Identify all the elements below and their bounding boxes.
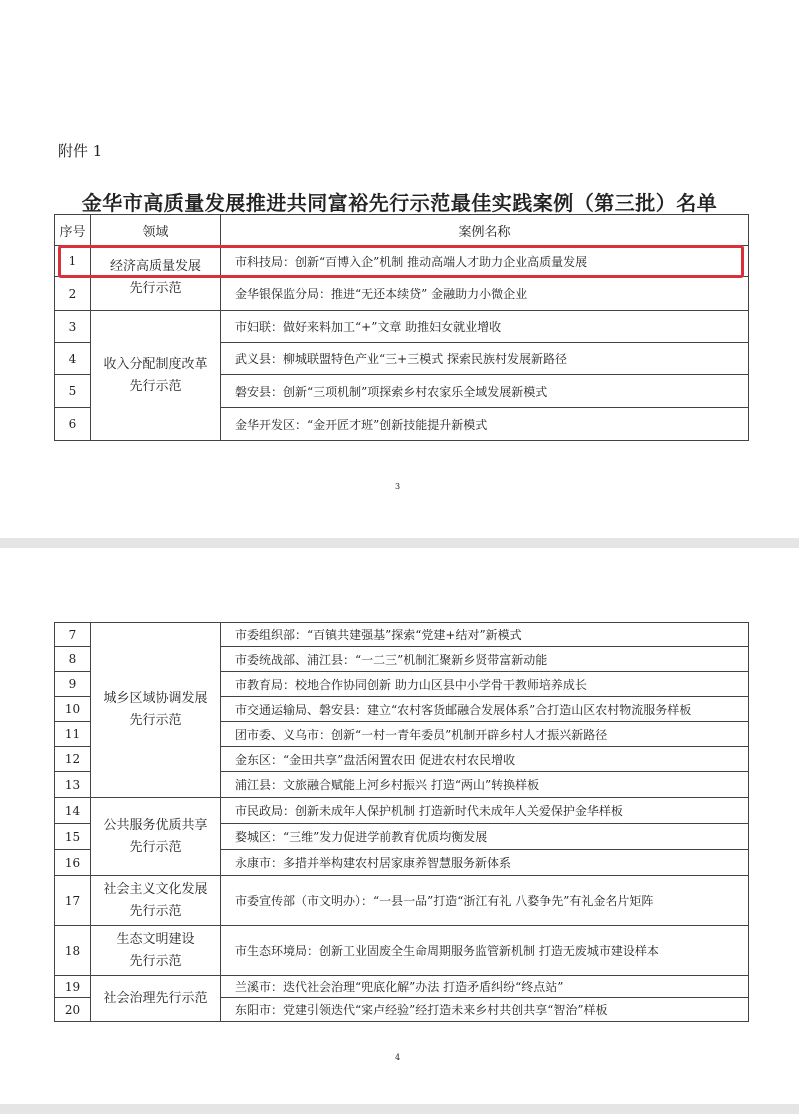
table-row [55, 311, 749, 343]
row-number: 1 [55, 246, 91, 277]
case-name: 团市委、义乌市：创新“一村一青年委员”机制开辟乡村人才振兴新路径 [221, 722, 749, 747]
case-name: 市民政局：创新未成年人保护机制 打造新时代未成年人关爱保护金华样板 [221, 798, 749, 824]
case-name: 金东区：“金田共享”盘活闲置农田 促进农村农民增收 [221, 747, 749, 772]
row-number: 12 [55, 747, 91, 772]
row-number: 3 [55, 311, 91, 343]
header-field: 领域 [91, 215, 221, 246]
field-name-suffix: 先行示范 [129, 281, 182, 296]
case-name: 浦江县：文旅融合赋能上河乡村振兴 打造“两山”转换样板 [221, 772, 749, 798]
page-separator [0, 1104, 799, 1114]
highlight-box [58, 245, 744, 278]
field-cell [91, 311, 221, 441]
case-name: 市妇联：做好来料加工“+”文章 助推妇女就业增收 [221, 311, 749, 343]
row-number: 2 [55, 277, 91, 311]
case-name: 金华开发区：“金开匠才班”创新技能提升新模式 [221, 408, 749, 441]
field-cell [91, 976, 221, 1022]
page-number: 4 [395, 1053, 401, 1062]
field-name: 收入分配制度改革 [103, 356, 208, 372]
row-number: 4 [55, 343, 91, 375]
case-name: 市生态环境局：创新工业固废全生命周期服务监管新机制 打造无废城市建设样本 [221, 926, 749, 976]
table-row [55, 876, 749, 926]
table-row [55, 798, 749, 824]
row-number: 6 [55, 408, 91, 441]
case-name: 婺城区：“三维”发力促进学前教育优质均衡发展 [221, 824, 749, 850]
attachment-label: 附件 1 [58, 142, 103, 160]
case-name: 磐安县：创新“三项机制”项探索乡村农家乐全域发展新模式 [221, 375, 749, 408]
header-case: 案例名称 [221, 215, 749, 246]
case-name: 永康市：多措并举构建农村居家康养智慧服务新体系 [221, 850, 749, 876]
case-name: 金华银保监分局：推进“无还本续贷” 金融助力小微企业 [221, 277, 749, 311]
field-cell [91, 798, 221, 876]
row-number: 7 [55, 623, 91, 647]
field-cell [91, 876, 221, 926]
row-number: 8 [55, 647, 91, 672]
case-table-page-2 [54, 622, 749, 1022]
case-name: 市交通运输局、磐安县：建立“农村客货邮融合发展体系”合打造山区农村物流服务样板 [221, 697, 749, 722]
field-name-suffix: 先行示范 [129, 953, 182, 969]
field-name: 社会治理先行示范 [103, 990, 208, 1006]
row-number: 10 [55, 697, 91, 722]
field-name-suffix: 先行示范 [129, 713, 182, 728]
page-separator [0, 538, 799, 548]
field-name-suffix: 先行示范 [129, 378, 182, 394]
row-number: 15 [55, 824, 91, 850]
field-name: 社会主义文化发展 [103, 881, 208, 897]
field-name-suffix: 先行示范 [129, 839, 182, 855]
case-name: 市教育局：校地合作协同创新 助力山区县中小学骨干教师培养成长 [221, 672, 749, 697]
document-title: 金华市高质量发展推进共同富裕先行示范最佳实践案例（第三批）名单 [81, 191, 718, 215]
case-name: 市委宣传部（市文明办）：“一县一品”打造“浙江有礼 八婺争先”有礼金名片矩阵 [221, 876, 749, 926]
case-name: 兰溪市：迭代社会治理“兜底化解”办法 打造矛盾纠纷“终点站” [221, 976, 749, 998]
table-row [55, 623, 749, 647]
row-number: 19 [55, 976, 91, 998]
field-name: 生态文明建设 [116, 931, 195, 947]
field-name-suffix: 先行示范 [129, 903, 182, 919]
document-page-1 [0, 0, 799, 538]
case-name: 市委组织部：“百镇共建强基”探索“党建+结对”新模式 [221, 623, 749, 647]
row-number: 18 [55, 926, 91, 976]
field-name: 城乡区域协调发展 [103, 691, 208, 706]
case-name: 市委统战部、浦江县：“一二三”机制汇聚新乡贤带富新动能 [221, 647, 749, 672]
row-number: 11 [55, 722, 91, 747]
row-number: 17 [55, 876, 91, 926]
page-number: 3 [395, 482, 401, 491]
field-cell [91, 926, 221, 976]
field-name: 公共服务优质共享 [103, 817, 208, 833]
document-page-2 [0, 548, 799, 1104]
row-number: 14 [55, 798, 91, 824]
case-name: 武义县：柳城联盟特色产业“三+三模式 探索民族村发展新路径 [221, 343, 749, 375]
table-row [55, 976, 749, 998]
case-name: 市科技局：创新“百博入企”机制 推动高端人才助力企业高质量发展 [221, 246, 749, 277]
row-number: 13 [55, 772, 91, 798]
table-row [55, 926, 749, 976]
row-number: 9 [55, 672, 91, 697]
header-num: 序号 [55, 215, 91, 246]
case-name: 东阳市：党建引领迭代“寀卢经验”经打造未来乡村共创共享“智治”样板 [221, 998, 749, 1022]
field-cell [91, 623, 221, 798]
row-number: 20 [55, 998, 91, 1022]
field-name: 经济高质量发展 [109, 259, 201, 274]
row-number: 16 [55, 850, 91, 876]
row-number: 5 [55, 375, 91, 408]
